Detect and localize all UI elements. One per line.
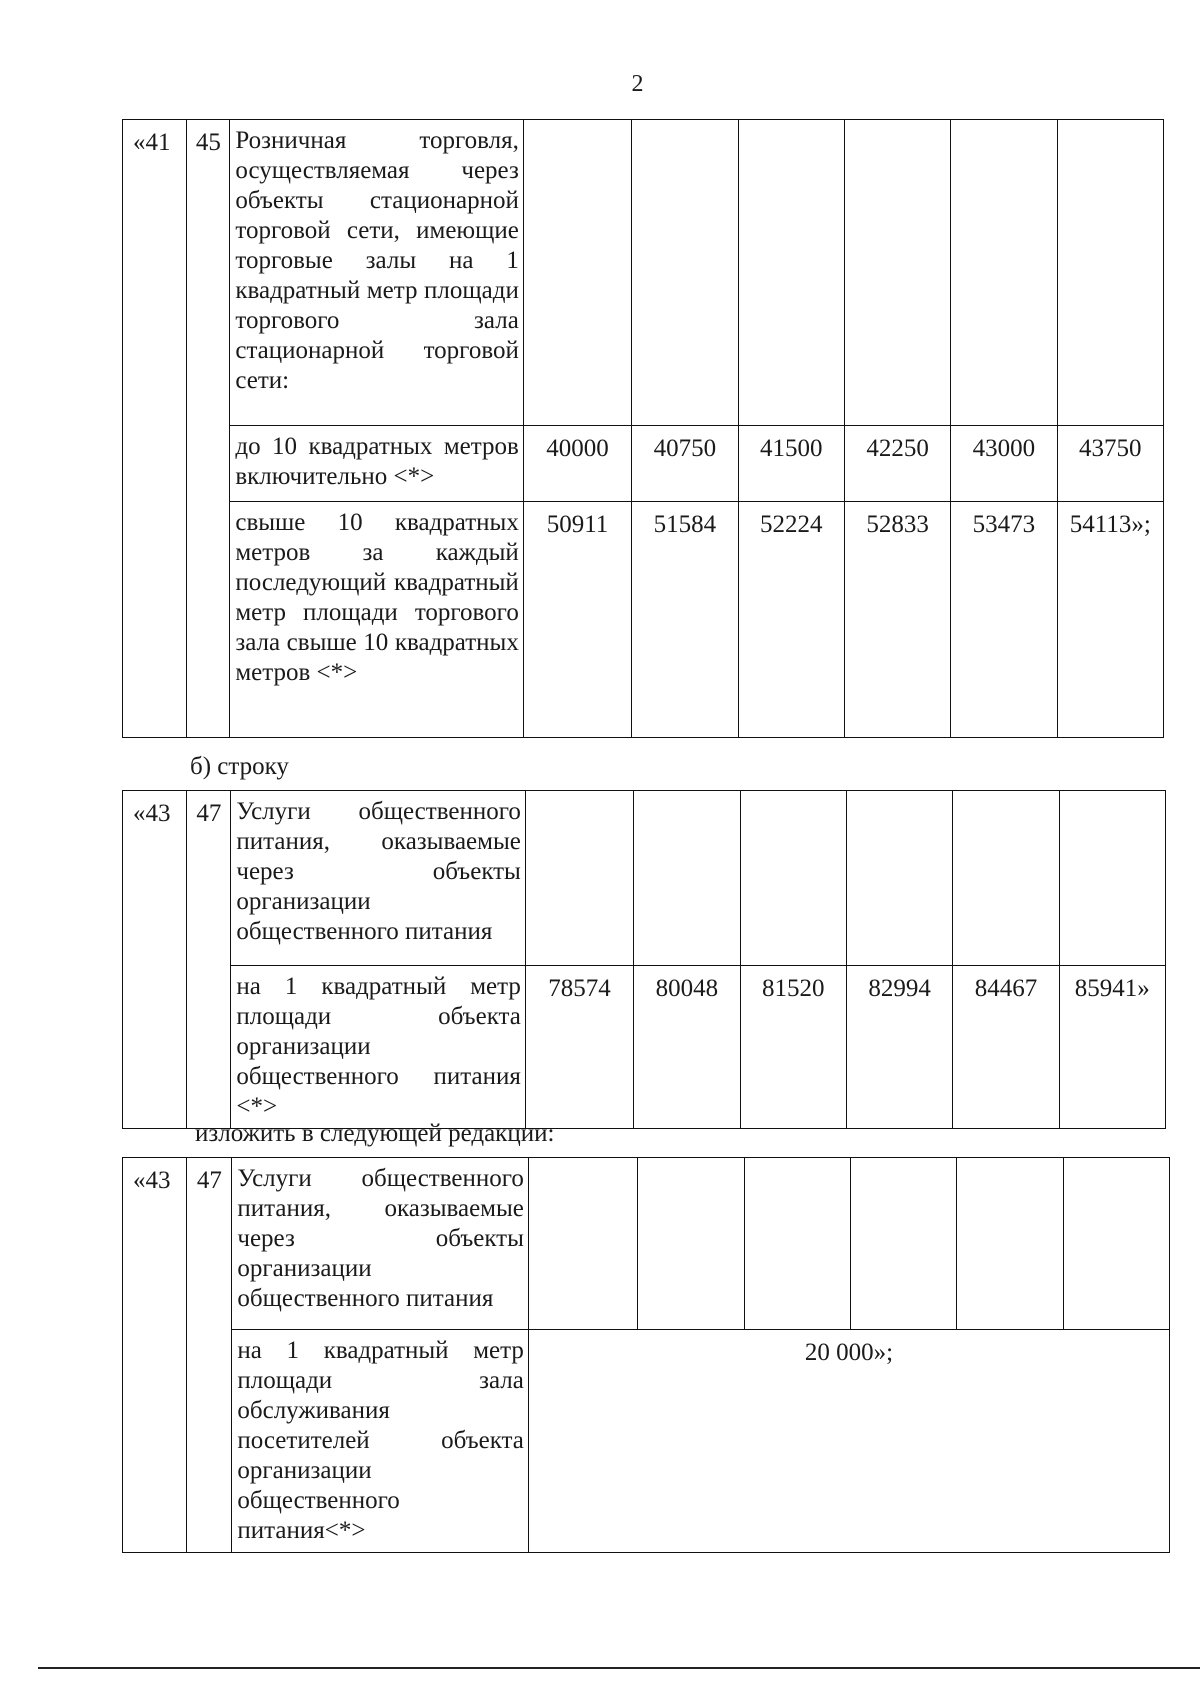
- subrow-description-text: до 10 квадратных метров включительно <*>: [235, 433, 519, 490]
- subrow-description: [230, 502, 523, 738]
- subrow-description: [230, 426, 523, 502]
- row-code: «43: [123, 791, 187, 1129]
- activity-description: [230, 120, 523, 426]
- row-code: «43: [123, 1158, 187, 1553]
- table-catering-old: [122, 790, 1166, 1129]
- value-cell: 82994: [846, 966, 952, 1129]
- subrow-description-text: на 1 квадратный метр площади зала обслуживания посетителей объекта организации общественного питания<*>: [237, 1337, 524, 1544]
- value-cell: 54113»;: [1057, 502, 1163, 738]
- activity-description-text: Розничная торговля, осуществляемая через объекты стационарной торговой сети, имеющие торговые залы на 1 квадратный метр площади торгового зала стационарной торговой сети:: [235, 127, 519, 394]
- row-number: 47: [187, 791, 231, 1129]
- page-number: 2: [631, 71, 644, 97]
- activity-description: [232, 1158, 529, 1330]
- value-cell: 40000: [523, 426, 631, 502]
- subrow-description-text: свыше 10 квадратных метров за каждый последующий квадратный метр площади торгового зала свыше 10 квадратных метров <*>: [235, 509, 519, 686]
- footer-rule: [38, 1667, 1200, 1669]
- value-cell: 80048: [634, 966, 740, 1129]
- row-number: 47: [187, 1158, 232, 1553]
- subrow-description: [231, 966, 525, 1129]
- value-cell: 43750: [1057, 426, 1163, 502]
- value-cell: 53473: [951, 502, 1057, 738]
- subrow-description: [232, 1330, 529, 1553]
- table-catering-new: [122, 1157, 1170, 1553]
- value-cell: 41500: [738, 426, 844, 502]
- paragraph-line: б) строку: [190, 753, 289, 780]
- value-cell: 42250: [844, 426, 950, 502]
- value-cell: 85941»: [1059, 966, 1165, 1129]
- value-cell: 40750: [632, 426, 738, 502]
- value-cell: 50911: [523, 502, 631, 738]
- row-code: «41: [123, 120, 187, 738]
- value-cell: 52224: [738, 502, 844, 738]
- value-cell: 78574: [525, 966, 633, 1129]
- paragraph-line: изложить в следующей редакции:: [195, 1120, 555, 1147]
- value-cell: 51584: [632, 502, 738, 738]
- activity-description-text: Услуги общественного питания, оказываемые через объекты организации общественного питания: [237, 1165, 524, 1312]
- value-cell: 52833: [844, 502, 950, 738]
- value-cell: 81520: [740, 966, 846, 1129]
- value-cell: 43000: [951, 426, 1057, 502]
- table-retail-trade: [122, 119, 1164, 738]
- activity-description-text: Услуги общественного питания, оказываемые через объекты организации общественного питания: [236, 798, 521, 945]
- merged-value-cell: 20 000»;: [528, 1330, 1169, 1553]
- subrow-description-text: на 1 квадратный метр площади объекта организации общественного питания <*>: [236, 973, 521, 1120]
- row-number: 45: [187, 120, 230, 738]
- activity-description: [231, 791, 525, 966]
- value-cell: 84467: [953, 966, 1059, 1129]
